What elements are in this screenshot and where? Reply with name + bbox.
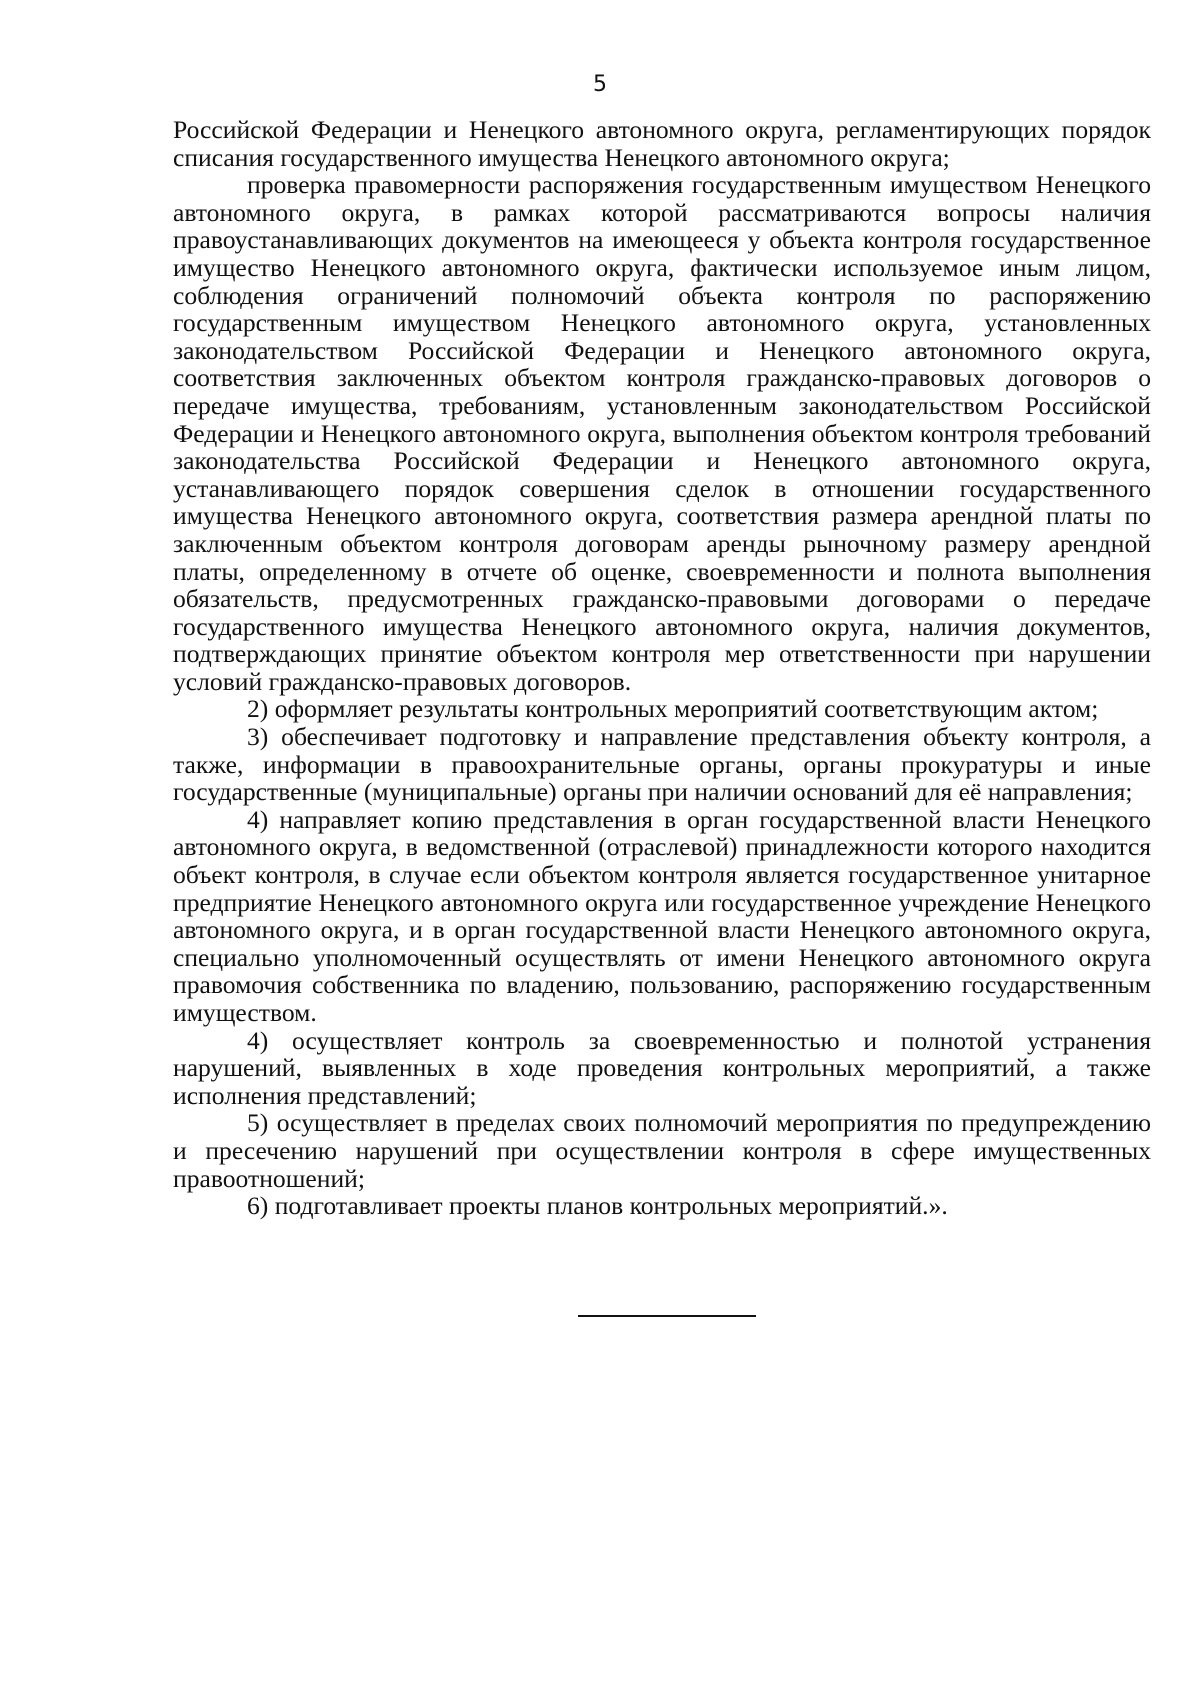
paragraph-item-4-copy: 4) направляет копию представления в орган государственной власти Ненецкого автономного округа, в ведомственной (отраслевой) принадлежности которого находится объект контроля, в случае если объектом контроля является государственное унитарное предприятие Ненецкого автономного округа или государственное учреждение Ненецкого автономного округа, и в орган государственной власти Ненецкого автономного округа, специально уполномоченный осуществлять от имени Ненецкого автономного округа правомочия собственника по владению, пользованию, распоряжению государственным имуществом. xyxy=(173,804,1151,1027)
page-number: 5 xyxy=(593,72,607,97)
paragraph-item-4-control: 4) осуществляет контроль за своевременностью и полнотой устранения нарушений, выявленных в ходе проведения контрольных мероприятий, а также исполнения представлений; xyxy=(173,1025,1151,1110)
paragraph-item-5: 5) осуществляет в пределах своих полномочий мероприятия по предупреждению и пресечению нарушений при осуществлении контроля в сфере имущественных правоотношений; xyxy=(173,1108,1151,1193)
paragraph-item-2: 2) оформляет результаты контрольных мероприятий соответствующим актом; xyxy=(247,694,1099,724)
paragraph-legality-check: проверка правомерности распоряжения государственным имуществом Ненецкого автономного округа, в рамках которой рассматриваются вопросы наличия правоустанавливающих документов на имеющееся у объекта контроля государственное имущество Ненецкого автономного округа, фактически используемое иным лицом, соблюдения ограничений полномочий объекта контроля по распоряжению государственным имуществом Ненецкого автономного округа, установленных законодательством Российской Федерации и Ненецкого автономного округа, соответствия заключенных объектом контроля гражданско-правовых договоров о передаче имущества, требованиям, установленным законодательством Российской Федерации и Ненецкого автономного округа, выполнения объектом контроля требований законодательства Российской Федерации и Ненецкого автономного округа, устанавливающего порядок совершения сделок в отношении государственного имущества Ненецкого автономного округа, соответствия размера арендной платы по заключенным объектом контроля договорам аренды рыночному размеру арендной платы, определенному в отчете об оценке, своевременности и полнота выполнения обязательств, предусмотренных гражданско-правовыми договорами о передаче государственного имущества Ненецкого автономного округа, наличия документов, подтверждающих принятие объектом контроля мер ответственности при нарушении условий гражданско-правовых договоров. xyxy=(173,170,1151,696)
paragraph-item-6: 6) подготавливает проекты планов контрольных мероприятий.». xyxy=(247,1191,948,1221)
document-body xyxy=(173,116,1151,1220)
end-divider-line xyxy=(578,1315,756,1317)
paragraph-item-3: 3) обеспечивает подготовку и направление представления объекту контроля, а также, информации в правоохранительные органы, органы прокуратуры и иные государственные (муниципальные) органы при наличии оснований для её направления; xyxy=(173,722,1151,807)
paragraph-continuation: Российской Федерации и Ненецкого автономного округа, регламентирующих порядок списания государственного имущества Ненецкого автономного округа; xyxy=(173,115,1151,172)
